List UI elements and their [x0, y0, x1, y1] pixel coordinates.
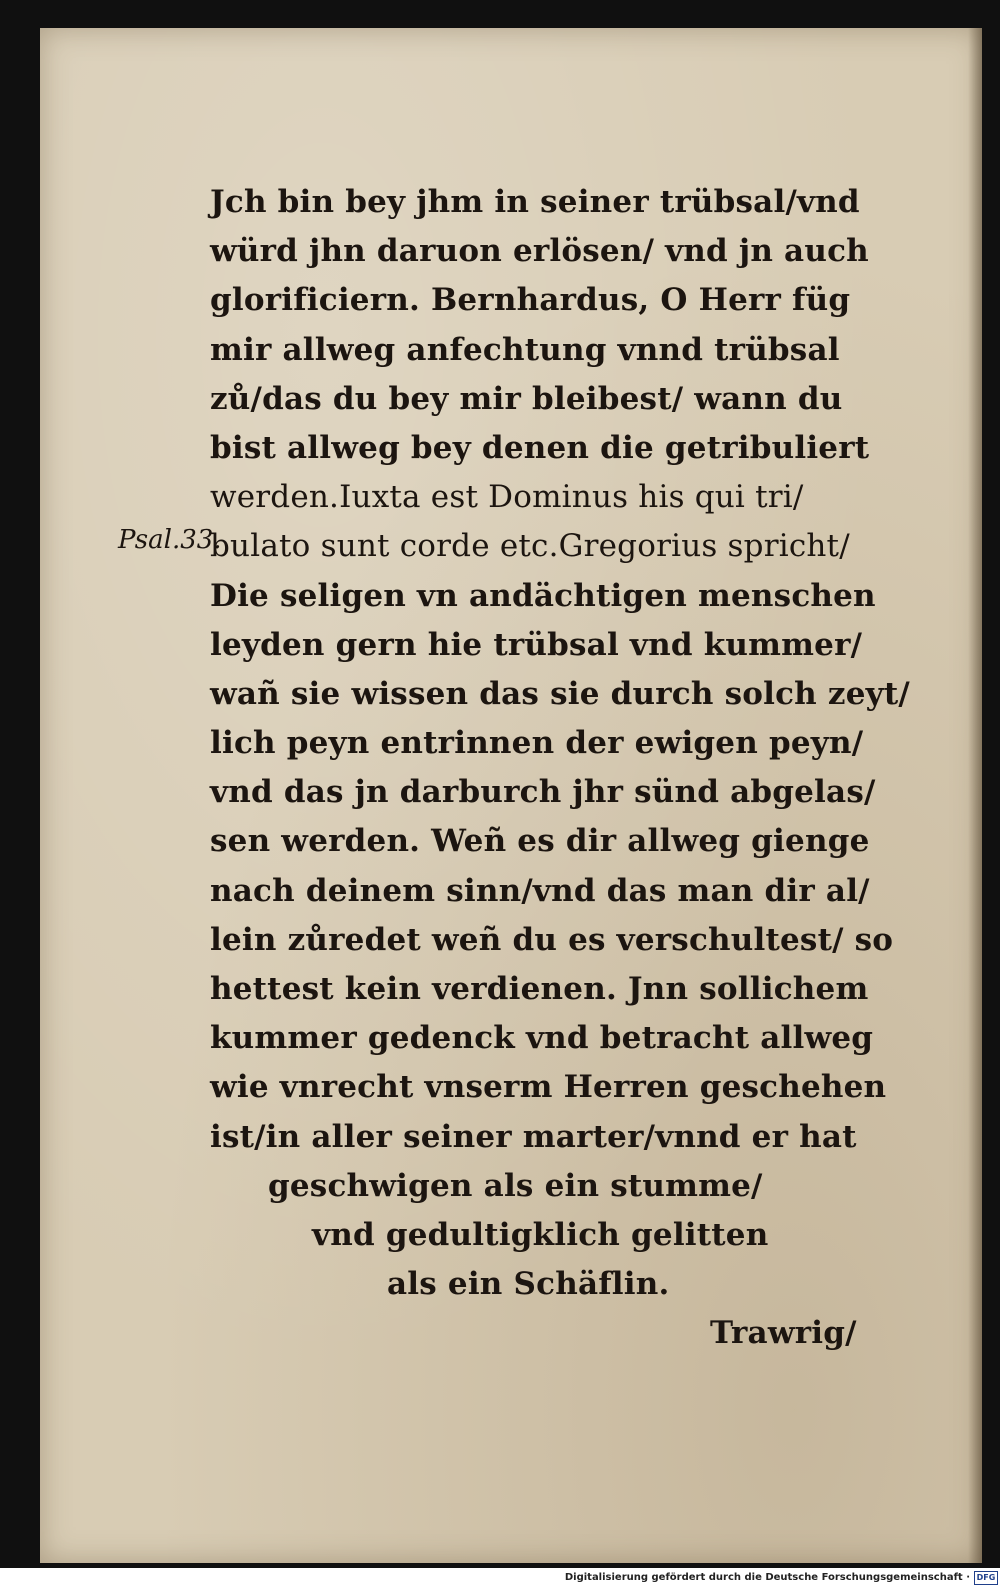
marginal-note: Psal.33. [118, 525, 222, 555]
text-line: mir allweg anfechtung vnnd trübsal [210, 331, 840, 368]
text-line: leyden gern hie trübsal vnd kummer/ [210, 626, 863, 663]
text-line: wie vnrecht vnserm Herren geschehen [210, 1069, 887, 1106]
text-line: ist/in aller seiner marter/vnnd er hat [210, 1118, 857, 1155]
text-line: bist allweg bey denen die getribuliert [210, 429, 870, 466]
page-edge-shadow [968, 28, 982, 1563]
text-line: bulato sunt corde etc.Gregorius spricht/ [210, 528, 850, 565]
text-line: nach deinem sinn/vnd das man dir al/ [210, 872, 870, 909]
text-line: zů/das du bey mir bleibest/ wann du [210, 380, 843, 417]
dfg-logo: DFG [974, 1571, 998, 1585]
page-text [210, 178, 910, 1359]
text-line: werden.Iuxta est Dominus his qui tri/ [210, 479, 804, 516]
text-line: Jch bin bey jhm in seiner trübsal/vnd [210, 184, 860, 220]
text-line: lich peyn entrinnen der ewigen peyn/ [210, 725, 864, 762]
text-line: geschwigen als ein stumme/ [268, 1167, 763, 1204]
text-line: sen werden. Weñ es dir allweg gienge [210, 823, 870, 860]
text-line: als ein Schäflin. [387, 1266, 670, 1303]
text-line: wañ sie wissen das sie durch solch zeyt/ [210, 675, 910, 712]
catchword: Trawrig/ [710, 1315, 857, 1352]
text-line: lein zůredet weñ du es verschultest/ so [210, 921, 894, 958]
footer-bar [0, 1568, 1000, 1591]
funding-credit: Digitalisierung gefördert durch die Deutsche Forschungsgemeinschaft · [564, 1572, 970, 1583]
text-line: glorificiern. Bernhardus, O Herr füg [210, 282, 851, 319]
text-line: würd jhn daruon erlösen/ vnd jn auch [210, 233, 869, 270]
text-line: hettest kein verdienen. Jnn sollichem [210, 971, 869, 1007]
text-line: vnd das jn darburch jhr sünd abgelas/ [210, 774, 876, 811]
text-line: Die seligen vn andächtigen menschen [210, 577, 876, 614]
text-line: vnd gedultigklich gelitten [312, 1216, 769, 1253]
text-line: kummer gedenck vnd betracht allweg [210, 1020, 874, 1057]
